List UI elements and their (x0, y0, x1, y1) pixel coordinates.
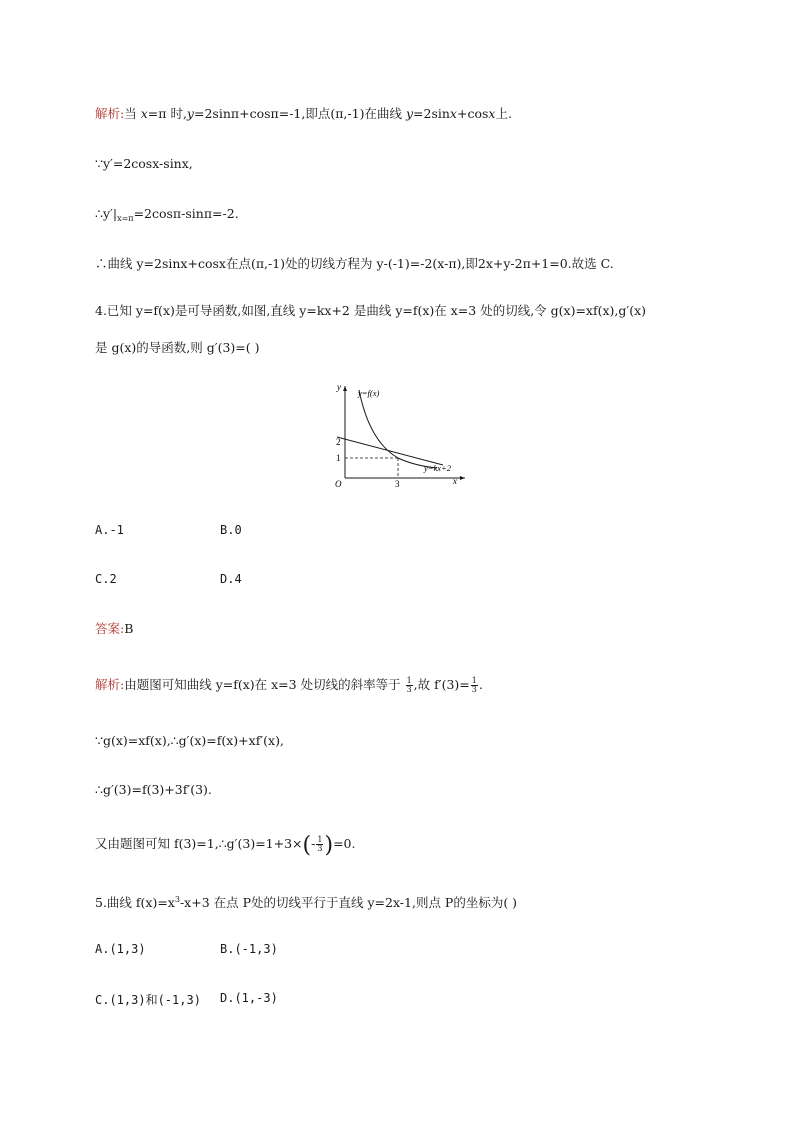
q5-option-a: A.(1,3) (95, 942, 146, 956)
denominator: 3 (471, 685, 477, 694)
x-axis-arrow (460, 476, 465, 480)
curve-label: y=f(x) (358, 388, 380, 398)
text: y (186, 106, 194, 121)
q4-solution-line-3: ∴g′(3)=f(3)+3f′(3). (95, 782, 212, 797)
solution-label: 解析: (95, 106, 125, 121)
q4-solution-line-4 (95, 833, 356, 858)
x-axis-label: x (453, 476, 457, 486)
text: ,故 f′(3)= (413, 677, 470, 692)
text: -x+3 在点 P处的切线平行于直线 y=2x-1,则点 P的坐标为( ) (179, 895, 518, 910)
origin-label: O (335, 479, 342, 489)
text: =2sin (413, 106, 450, 121)
q4-solution-line-1 (95, 677, 483, 694)
curve-fx (359, 390, 437, 468)
text: ∴y′| (95, 206, 118, 221)
superscript: 3 (174, 895, 180, 904)
q4-solution-line-2: ∵g(x)=xf(x),∴g′(x)=f(x)+xf′(x), (95, 733, 284, 748)
line-label: y=kx+2 (424, 463, 452, 473)
numerator: 1 (471, 676, 477, 685)
answer-label: 答案: (95, 621, 125, 636)
y-axis-label: y (337, 382, 341, 392)
paren-right: ) (324, 833, 334, 858)
q5-option-b: B.(-1,3) (220, 942, 278, 956)
tick-x-3: 3 (395, 479, 400, 489)
q5-option-d: D.(1,-3) (220, 991, 278, 1005)
solution-line-3 (95, 206, 239, 227)
denominator: 3 (406, 685, 412, 694)
option-d: D.4 (220, 572, 242, 586)
text: 又由题图可知 f(3)=1,∴g′(3)=1+3× (95, 836, 303, 851)
option-b: B.0 (220, 523, 242, 537)
tangent-line (337, 437, 443, 465)
text: =2sinπ+cosπ=-1,即点(π,-1)在曲线 (193, 106, 402, 121)
text: +cos (456, 106, 489, 121)
text: x (488, 106, 496, 121)
fraction-one-third (406, 677, 413, 694)
paren-left: ( (302, 833, 312, 858)
fraction-one-third (471, 677, 478, 694)
text: . (478, 677, 483, 692)
solution-line-4: ∴曲线 y=2sinx+cosx在点(π,-1)处的切线方程为 y-(-1)=-2(x-π),即2x+y-2π+1=0.故选 C. (95, 256, 614, 271)
tick-y-1: 1 (336, 453, 341, 463)
text: x (449, 106, 457, 121)
numerator: 1 (317, 835, 323, 844)
fraction-one-third (316, 836, 323, 853)
question-4-line-2: 是 g(x)的导函数,则 g′(3)=( ) (95, 340, 260, 355)
question-4-line-1: 4.已知 y=f(x)是可导函数,如图,直线 y=kx+2 是曲线 y=f(x)在 x=3 处的切线,令 g(x)=xf(x),g′(x) (95, 303, 647, 318)
tick-y-2: 2 (336, 437, 341, 447)
text: y (405, 106, 414, 121)
subscript: x=π (117, 214, 134, 223)
denominator: 3 (317, 844, 323, 853)
text: =π 时, (147, 106, 187, 121)
solution-label: 解析: (95, 677, 125, 692)
function-graph (325, 380, 475, 492)
text: 由题图可知曲线 y=f(x)在 x=3 处切线的斜率等于 (124, 677, 401, 692)
text: 5.曲线 f(x)=x (95, 895, 175, 910)
answer-line (95, 621, 133, 637)
text: 当 (124, 106, 137, 121)
text: =0. (333, 836, 356, 851)
text: 上. (495, 106, 512, 121)
text: - (311, 836, 316, 851)
question-5-line-1 (95, 892, 517, 911)
answer-value: B (124, 621, 134, 636)
y-axis-arrow (343, 386, 347, 391)
numerator: 1 (406, 676, 412, 685)
solution-line-2: ∵y′=2cosx-sinx, (95, 156, 193, 171)
text: =2cosπ-sinπ=-2. (133, 206, 239, 221)
option-a: A.-1 (95, 523, 124, 537)
solution-line-1 (95, 106, 512, 122)
option-c: C.2 (95, 572, 117, 586)
text: x (140, 106, 148, 121)
q5-option-c: C.(1,3)和(-1,3) (95, 993, 201, 1007)
